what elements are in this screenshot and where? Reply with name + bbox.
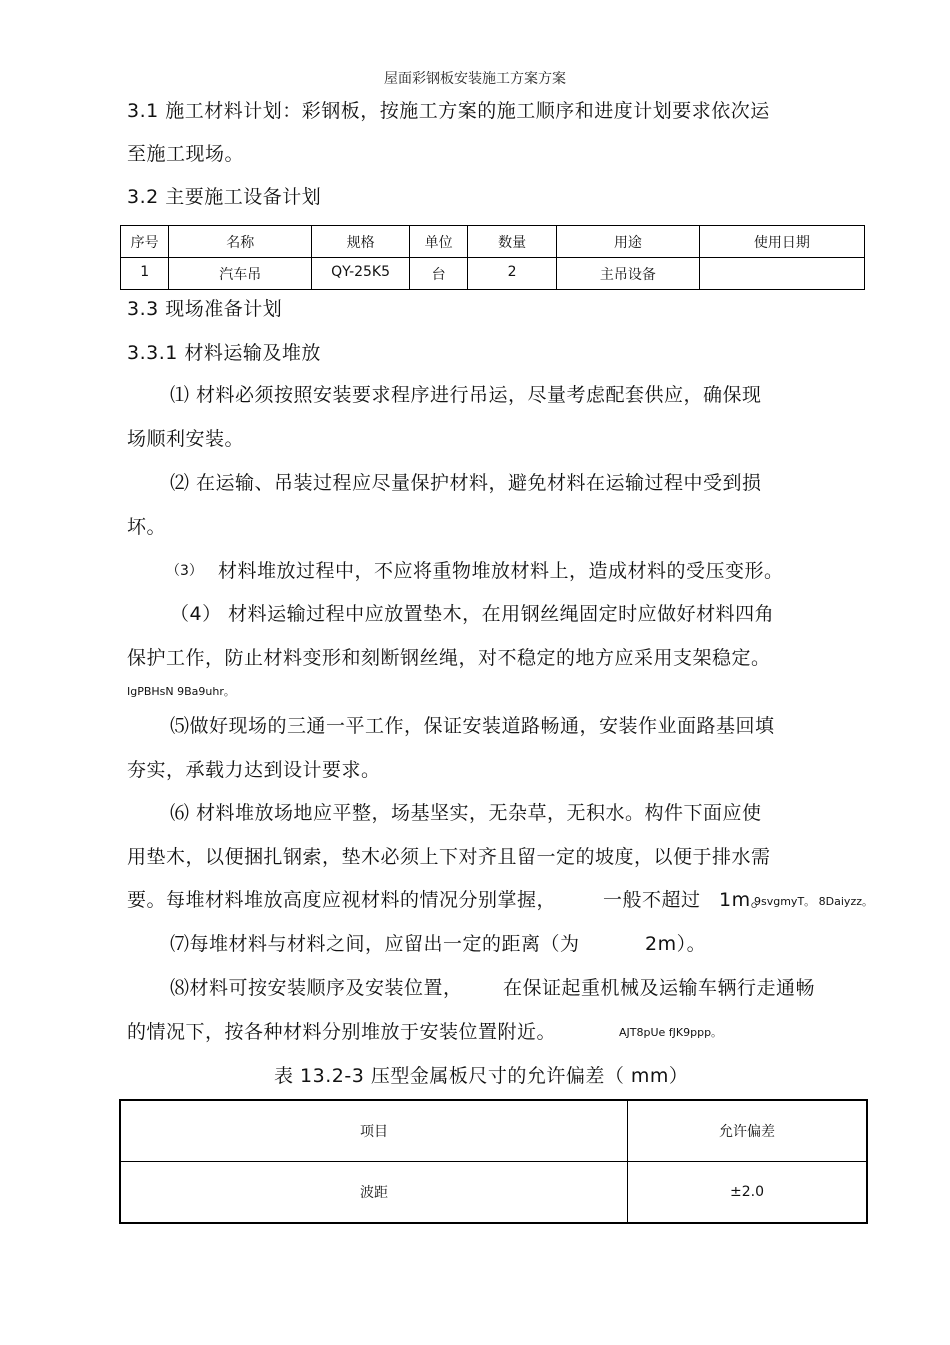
item-5-line1: ⑸做好现场的三通一平工作，保证安装道路畅通，安装作业面路基回填 xyxy=(170,715,775,737)
section-3-3-1-heading: 3.3.1 材料运输及堆放 xyxy=(127,342,321,364)
header-cell-name: 名称 xyxy=(169,226,312,258)
item-2-line1: ⑵ 在运输、吊装过程应尽量保护材料，避免材料在运输过程中受到损 xyxy=(170,472,762,494)
item-4-code: IgPBHsN 9Ba9uhr。 xyxy=(127,685,235,698)
header-cell-tolerance: 允许偏差 xyxy=(628,1100,867,1162)
cell-date xyxy=(699,258,864,290)
item-6-line1: ⑹ 材料堆放场地应平整，场基坚实，无杂草，无积水。构件下面应使 xyxy=(170,802,762,824)
tolerance-table-header-row xyxy=(120,1100,867,1162)
item-4-line1: （4） 材料运输过程中应放置垫木，在用钢丝绳固定时应做好材料四角 xyxy=(170,603,775,625)
section-3-3-heading: 3.3 现场准备计划 xyxy=(127,298,283,320)
item-6-code: 9svgmyT。 8Daiyzz。 xyxy=(754,895,873,908)
item-6-height-value: 1m。 xyxy=(719,889,771,911)
item-5-line2: 夯实，承载力达到设计要求。 xyxy=(127,759,381,781)
item-1-line2: 场顺利安装。 xyxy=(127,428,245,450)
item-8-code: AJT8pUe fJK9ppp。 xyxy=(619,1026,723,1039)
header-cell-item: 项目 xyxy=(120,1100,628,1162)
item-2-line2: 坏。 xyxy=(127,516,167,538)
cell-quantity: 2 xyxy=(468,258,557,290)
cell-spec: QY-25K5 xyxy=(312,258,410,290)
tolerance-table-caption: 表 13.2-3 压型金属板尺寸的允许偏差（ mm） xyxy=(274,1065,689,1087)
item-6-line3-tail: 一般不超过 xyxy=(603,889,701,911)
section-3-1-line1: 3.1 施工材料计划：彩钢板，按施工方案的施工顺序和进度计划要求依次运 xyxy=(127,100,770,122)
item-3-text: 材料堆放过程中，不应将重物堆放材料上，造成材料的受压变形。 xyxy=(218,560,784,582)
item-3-number: （3） xyxy=(166,563,203,579)
item-8-line1b: 在保证起重机械及运输车辆行走通畅 xyxy=(503,977,816,999)
item-7-distance-value: 2m）。 xyxy=(645,933,707,955)
cell-purpose: 主吊设备 xyxy=(556,258,699,290)
page-header: 屋面彩钢板安装施工方案方案 xyxy=(384,71,566,87)
item-4-line2: 保护工作，防止材料变形和刻断钢丝绳，对不稳定的地方应采用支架稳定。 xyxy=(127,647,771,669)
table-row xyxy=(120,1162,867,1224)
table-row xyxy=(121,258,865,290)
header-cell-date: 使用日期 xyxy=(699,226,864,258)
item-8-line1a: ⑻材料可按安装顺序及安装位置， xyxy=(170,977,463,999)
cell-tolerance: ±2.0 xyxy=(628,1162,867,1224)
header-cell-quantity: 数量 xyxy=(468,226,557,258)
item-6-line3: 要。每堆材料堆放高度应视材料的情况分别掌握， xyxy=(127,889,557,911)
item-8-line2: 的情况下，按各种材料分别堆放于安装位置附近。 xyxy=(127,1021,557,1043)
item-7-text: ⑺每堆材料与材料之间，应留出一定的距离（为 xyxy=(170,933,580,955)
section-3-1-line2: 至施工现场。 xyxy=(127,143,245,165)
item-6-line2: 用垫木，以便捆扎钢索，垫木必须上下对齐且留一定的坡度，以便于排水需 xyxy=(127,846,771,868)
cell-unit: 台 xyxy=(409,258,467,290)
item-1-line1: ⑴ 材料必须按照安装要求程序进行吊运，尽量考虑配套供应，确保现 xyxy=(170,384,762,406)
header-cell-unit: 单位 xyxy=(409,226,467,258)
header-cell-index: 序号 xyxy=(121,226,169,258)
header-cell-purpose: 用途 xyxy=(556,226,699,258)
tolerance-table xyxy=(119,1099,868,1224)
section-3-2-heading: 3.2 主要施工设备计划 xyxy=(127,186,322,208)
cell-index: 1 xyxy=(121,258,169,290)
cell-name: 汽车吊 xyxy=(169,258,312,290)
equipment-table xyxy=(120,225,865,290)
cell-item: 波距 xyxy=(120,1162,628,1224)
equipment-table-header-row xyxy=(121,226,865,258)
header-cell-spec: 规格 xyxy=(312,226,410,258)
